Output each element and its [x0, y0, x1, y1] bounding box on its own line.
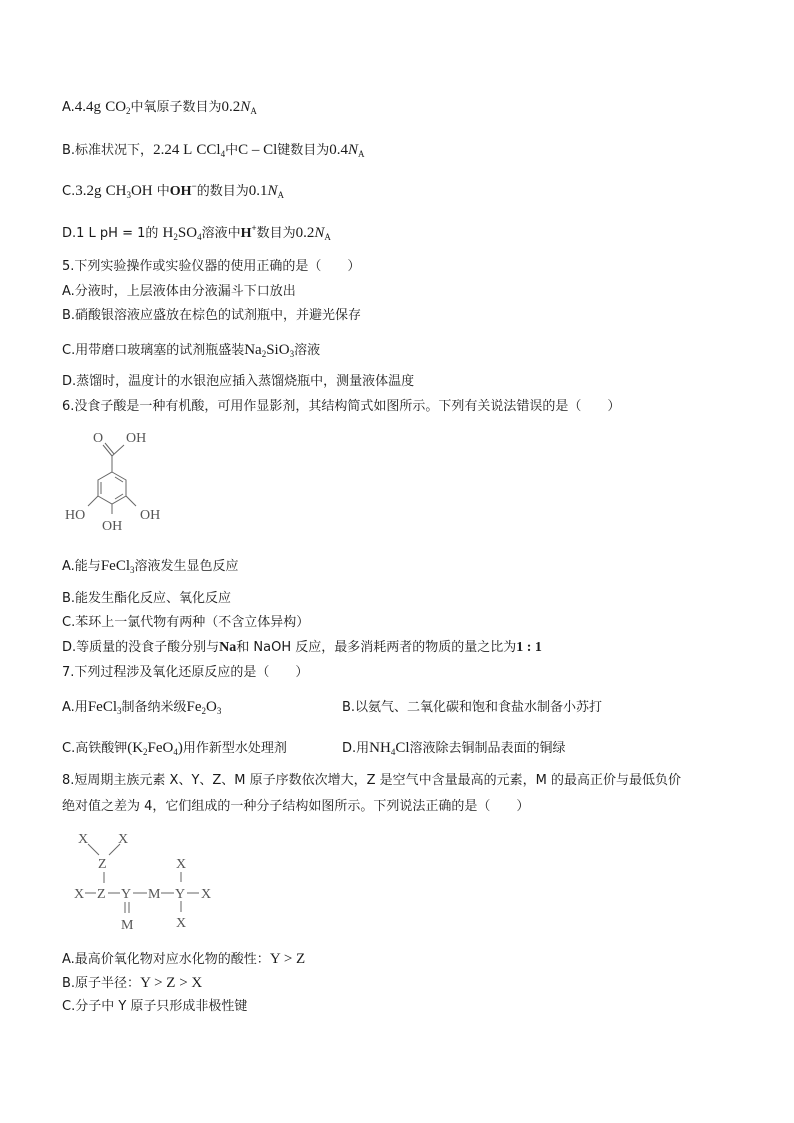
q7-stem: 7.下列过程涉及氧化还原反应的是（ ）	[62, 665, 309, 680]
q5-option-d: D.蒸馏时，温度计的水银泡应插入蒸馏烧瓶中，测量液体温度	[62, 374, 415, 389]
molecule-structure	[68, 826, 228, 936]
svg-text:X: X	[176, 916, 187, 931]
q7-option-b: B.以氨气、二氧化碳和饱和食盐水制备小苏打	[342, 700, 603, 715]
q8-option-a: A.最高价氧化物对应水化物的酸性：Y > Z	[62, 951, 306, 967]
gallic-acid-structure	[62, 426, 182, 534]
q4-option-c: C.3.2g $CH_3OH$ 中OH−的数目为$0.1N_A$	[62, 181, 284, 200]
svg-text:OH: OH	[126, 431, 147, 446]
q8-stem-line2: 绝对值之差为 4，它们组成的一种分子结构如图所示。下列说法正确的是（ ）	[62, 799, 530, 814]
q6-option-c: C.苯环上一氯代物有两种（不含立体异构）	[62, 615, 310, 630]
q5-option-c: C.用带磨口玻璃塞的试剂瓶盛装$Na_2SiO_3$溶液	[62, 342, 321, 359]
q4-option-a: A.4.4g $CO_2$中氧原子数目为$0.2N_A$	[62, 99, 257, 116]
q6-option-d: D.等质量的没食子酸分别与Na和 NaOH 反应，最多消耗两者的物质的量之比为1 : 1	[62, 640, 542, 655]
q4-option-b: B.标准状况下，2.24 L CCl$_4$中C – Cl键数目为$0.4N_A$	[62, 142, 365, 159]
q8-option-c: C.分子中 Y 原子只形成非极性键	[62, 999, 248, 1014]
q8-stem-line1: 8.短周期主族元素 X、Y、Z、M 原子序数依次增大，Z 是空气中含量最高的元素，M 的最高正价与最低负价	[62, 773, 682, 788]
q7-option-c: C.高铁酸钾$(K_2FeO_4)$用作新型水处理剂	[62, 740, 287, 757]
q6-option-a: A.能与FeCl$_3$溶液发生显色反应	[62, 558, 239, 575]
svg-text:M: M	[121, 918, 134, 933]
svg-text:Y: Y	[121, 887, 132, 902]
q6-option-b: B.能发生酯化反应、氧化反应	[62, 591, 232, 606]
svg-text:Z: Z	[97, 887, 106, 902]
svg-text:X: X	[201, 887, 212, 902]
q5-option-b: B.硝酸银溶液应盛放在棕色的试剂瓶中，并避光保存	[62, 308, 362, 323]
svg-text:Z: Z	[98, 857, 107, 872]
q7-option-a: A.用FeCl$_3$制备纳米级$Fe_2O_3$	[62, 699, 222, 716]
svg-text:OH: OH	[140, 508, 161, 523]
svg-text:O: O	[93, 431, 104, 446]
svg-text:X: X	[78, 832, 89, 847]
q5-stem: 5.下列实验操作或实验仪器的使用正确的是（ ）	[62, 259, 361, 274]
q6-stem: 6.没食子酸是一种有机酸，可用作显影剂，其结构简式如图所示。下列有关说法错误的是（ ）	[62, 399, 621, 414]
q4-option-d: D.1 L pH = 1的 $H_2SO_4$溶液中H+数目为$0.2N_A$	[62, 223, 331, 242]
q7-option-d: D.用$NH_4Cl$溶液除去铜制品表面的铜绿	[342, 740, 566, 757]
svg-text:HO: HO	[65, 508, 86, 523]
svg-text:M: M	[148, 887, 161, 902]
q8-option-b: B.原子半径：Y > Z > X	[62, 975, 203, 991]
svg-text:X: X	[74, 887, 85, 902]
svg-text:X: X	[118, 832, 129, 847]
svg-text:X: X	[176, 857, 187, 872]
svg-text:OH: OH	[102, 519, 123, 534]
q5-option-a: A.分液时，上层液体由分液漏斗下口放出	[62, 284, 296, 299]
svg-text:Y: Y	[175, 887, 186, 902]
